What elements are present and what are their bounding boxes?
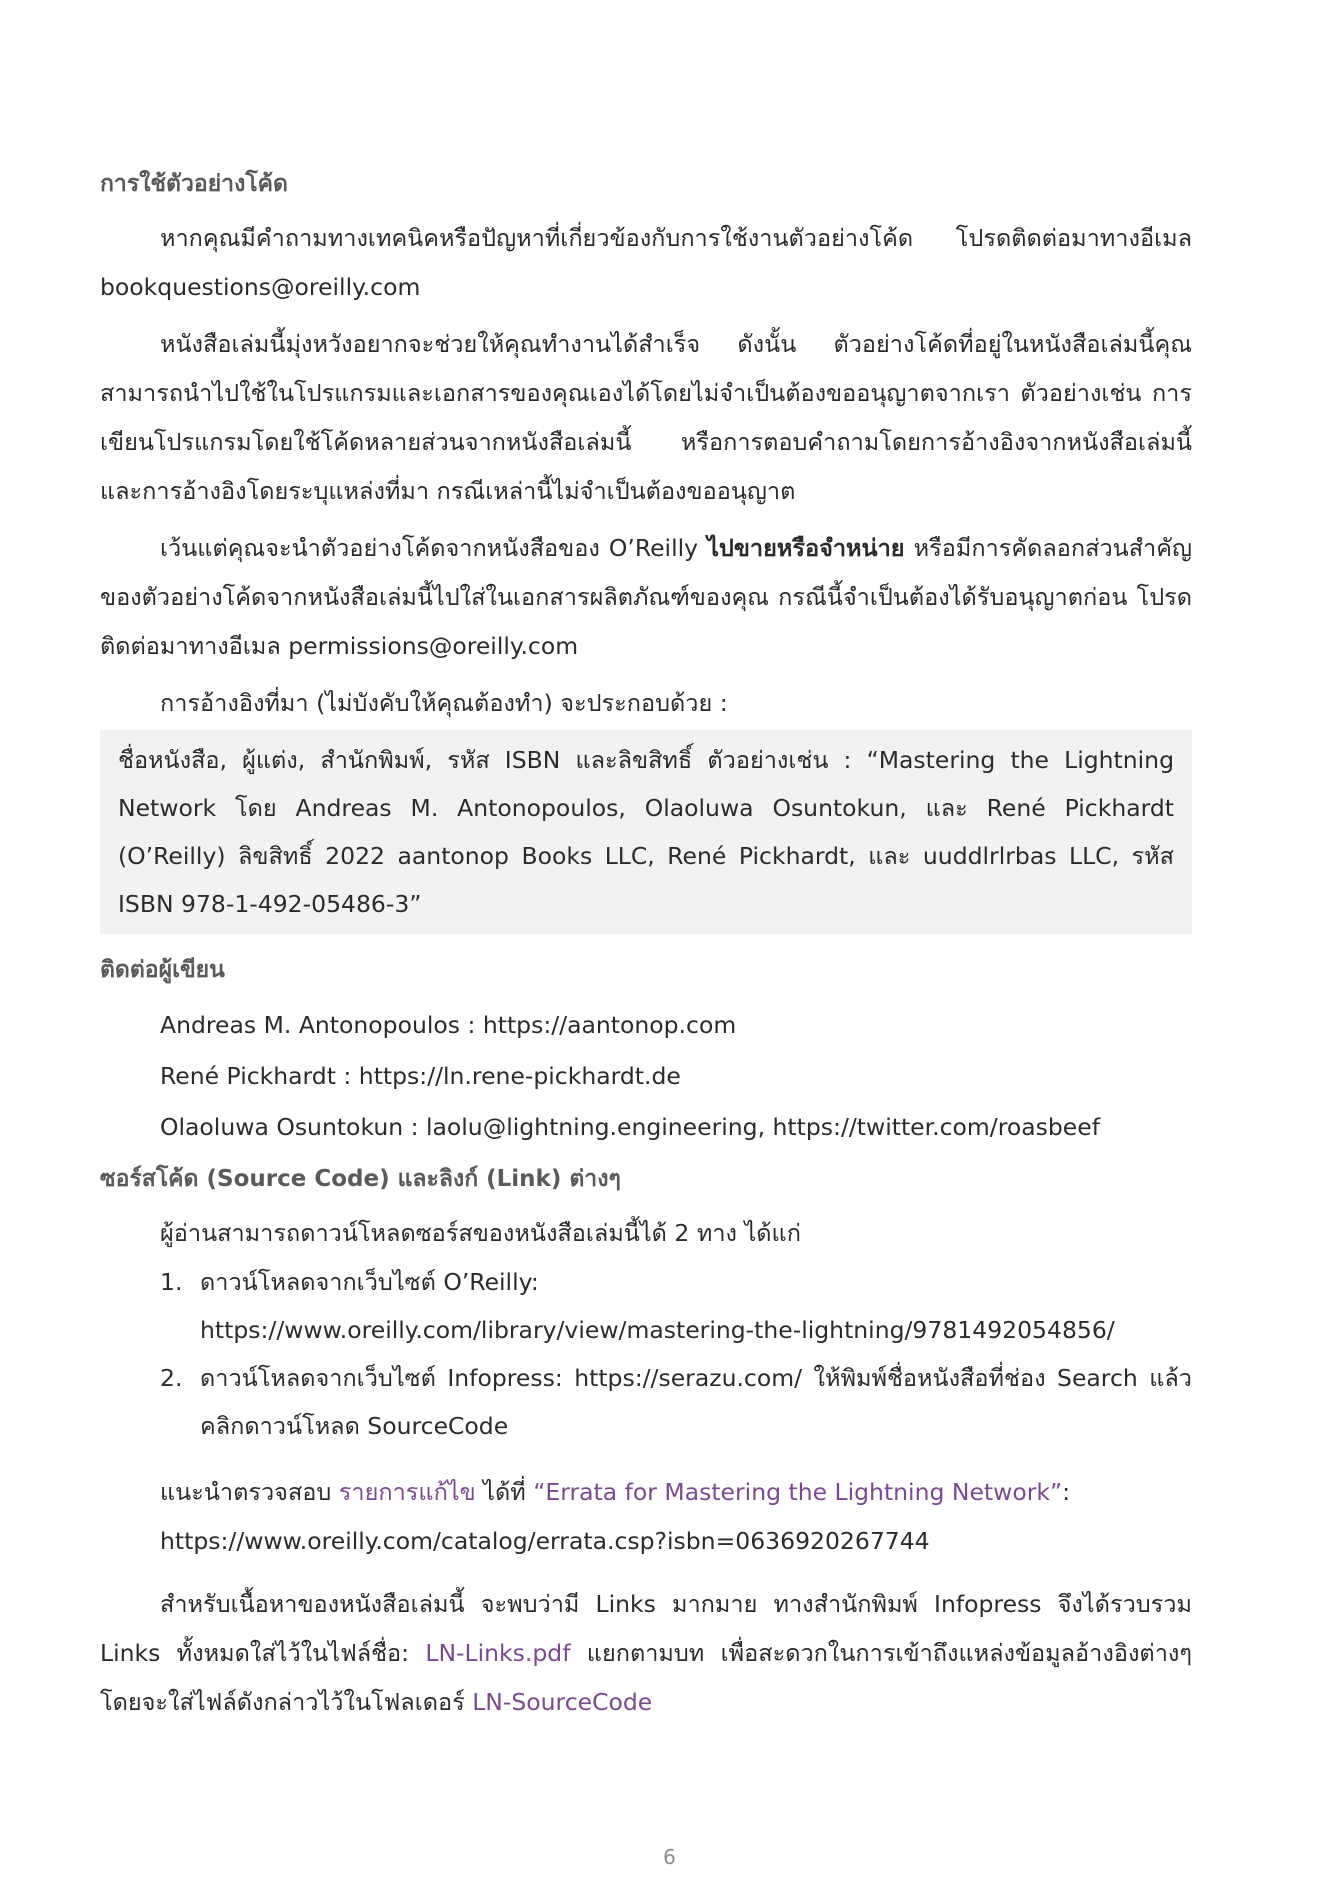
paragraph-code-questions: หากคุณมีคำถามทางเทคนิคหรือปัญหาที่เกี่ยวข้องกับการใช้งานตัวอย่างโค้ด โปรดติดต่อมาทางอีเมล bookquestions@oreilly.com [100, 224, 1192, 301]
errata-title-link[interactable]: “Errata for Mastering the Lightning Network” [533, 1478, 1063, 1506]
permission-bold-text: ไปขายหรือจำหน่าย [707, 534, 905, 562]
contact-line: Andreas M. Antonopoulos : https://aantonop.com [160, 1011, 737, 1039]
paragraph-permission [100, 524, 1192, 671]
errata-link[interactable]: รายการแก้ไข [338, 1478, 476, 1506]
list-item-text [200, 1258, 1192, 1354]
page-content [100, 168, 1192, 1735]
links-file-link[interactable]: LN-Links.pdf [425, 1639, 571, 1667]
list-item [160, 1258, 1192, 1354]
heading-contact: ติดต่อผู้เขียน [100, 957, 225, 983]
heading-source-code: ซอร์สโค้ด (Source Code) และลิงก์ (Link) ต่างๆ [100, 1166, 621, 1192]
links-text-mid: แยกตามบท เพื่อสะดวกในการเข้าถึงแหล่งข้อมูลอ้างอิงต่างๆ โดยจะใส่ไฟล์ดังกล่าวไว้ในโฟลเดอร์ [100, 1639, 1192, 1716]
permission-text-before: เว้นแต่คุณจะนำตัวอย่างโค้ดจากหนังสือของ O’Reilly [160, 534, 708, 562]
paragraph-errata [100, 1468, 1192, 1517]
errata-text-before: แนะนำตรวจสอบ [160, 1478, 339, 1506]
contact-line: René Pickhardt : https://ln.rene-pickhardt.de [160, 1062, 681, 1090]
list-item-text: ดาวน์โหลดจากเว็บไซต์ Infopress: https://serazu.com/ ให้พิมพ์ชื่อหนังสือที่ช่อง Search แล้วคลิกดาวน์โหลด SourceCode [200, 1364, 1192, 1440]
errata-url[interactable]: https://www.oreilly.com/catalog/errata.csp?isbn=0636920267744 [160, 1527, 930, 1555]
download-list [100, 1258, 1192, 1450]
list-item-number: 1. [160, 1268, 183, 1296]
contact-line: Olaoluwa Osuntokun : laolu@lightning.engineering, https://twitter.com/roasbeef [160, 1113, 1100, 1141]
heading-code-examples: การใช้ตัวอย่างโค้ด [100, 171, 288, 197]
contact-list [100, 1000, 1192, 1153]
page-number: 6 [663, 1845, 676, 1869]
paragraph-code-usage: หนังสือเล่มนี้มุ่งหวังอยากจะช่วยให้คุณทำงานได้สำเร็จ ดังนั้น ตัวอย่างโค้ดที่อยู่ในหนังสือเล่มนี้คุณสามารถนำไปใช้ในโปรแกรมและเอกสารของคุณเองได้โดยไม่จำเป็นต้องขออนุญาตจากเรา ตัวอย่างเช่น การเขียนโปรแกรมโดยใช้โค้ดหลายส่วนจากหนังสือเล่มนี้ หรือการตอบคำถามโดยการอ้างอิงจากหนังสือเล่มนี้ และการอ้างอิงโดยระบุแหล่งที่มา กรณีเหล่านี้ไม่จำเป็นต้องขออนุญาต [100, 330, 1192, 505]
attribution-example-box [100, 730, 1192, 934]
attribution-example-text: ชื่อหนังสือ, ผู้แต่ง, สำนักพิมพ์, รหัส ISBN และลิขสิทธิ์ ตัวอย่างเช่น : “Mastering the Lightning Network โดย Andreas M. Antonopoulos, Olaoluwa Osuntokun, และ René Pickhardt (O’Reilly) ลิขสิทธิ์ 2022 aantonop Books LLC, René Pickhardt, และ uuddlrlrbas LLC, รหัส ISBN 978-1-492-05486-3” [118, 746, 1174, 918]
download-oreilly-label: ดาวน์โหลดจากเว็บไซต์ O’Reilly: [200, 1268, 539, 1296]
permission-text-after: หรือมีการคัดลอกส่วนสำคัญของตัวอย่างโค้ดจากหนังสือเล่มนี้ไปใส่ในเอกสารผลิตภัณฑ์ของคุณ กรณีนี้จำเป็นต้องได้รับอนุญาตก่อน โปรดติดต่อมาทางอีเมล permissions@oreilly.com [100, 534, 1192, 660]
errata-text-mid: ได้ที่ [475, 1478, 534, 1506]
links-text-before: สำหรับเนื้อหาของหนังสือเล่มนี้ จะพบว่ามี Links มากมาย ทางสำนักพิมพ์ Infopress จึงได้รวบรวม Links ทั้งหมดใส่ไว้ในไฟล์ชื่อ: [100, 1590, 1192, 1667]
list-item-number: 2. [160, 1364, 183, 1392]
download-oreilly-url[interactable]: https://www.oreilly.com/library/view/mastering-the-lightning/9781492054856/ [200, 1316, 1115, 1344]
paragraph-links [100, 1580, 1192, 1727]
source-folder-link[interactable]: LN-SourceCode [472, 1688, 653, 1716]
paragraph-attribution-intro: การอ้างอิงที่มา (ไม่บังคับให้คุณต้องทำ) จะประกอบด้วย : [160, 689, 728, 717]
paragraph-download-intro: ผู้อ่านสามารถดาวน์โหลดซอร์สของหนังสือเล่มนี้ได้ 2 ทาง ได้แก่ [160, 1219, 801, 1247]
errata-colon: : [1062, 1478, 1071, 1506]
list-item [160, 1354, 1192, 1450]
